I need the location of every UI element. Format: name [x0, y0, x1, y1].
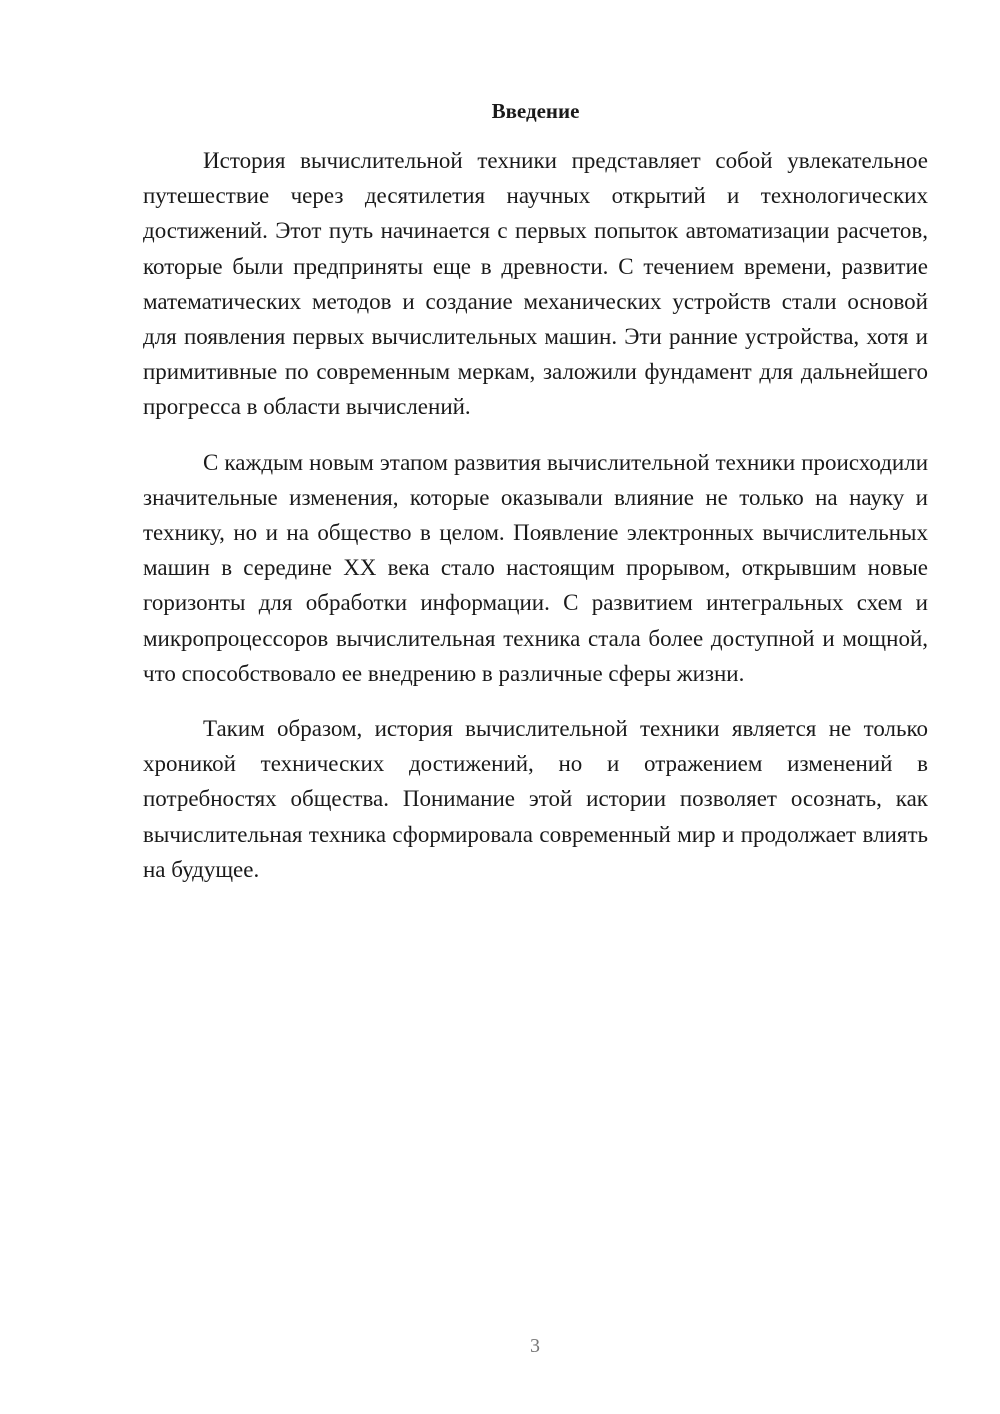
paragraph-1: История вычислительной техники представляет собой увлекательное путешествие через десятилетия научных открытий и технологических достижений. Этот путь начинается с первых попыток автоматизации расчетов, которые были предприняты еще в древности. С течением времени, развитие математических методов и создание механических устройств стали основой для появления первых вычислительных машин. Эти ранние устройства, хотя и примитивные по современным меркам, заложили фундамент для дальнейшего прогресса в области вычислений.: [143, 148, 928, 420]
paragraph-2: С каждым новым этапом развития вычислительной техники происходили значительные изменения, которые оказывали влияние не только на науку и технику, но и на общество в целом. Появление электронных вычислительных машин в середине XX века стало настоящим прорывом, открывшим новые горизонты для обработки информации. С развитием интегральных схем и микропроцессоров вычислительная техника стала более доступной и мощной, что способствовало ее внедрению в различные сферы жизни.: [143, 449, 928, 686]
document-body: [143, 143, 928, 887]
page-title: Введение: [491, 99, 580, 123]
page-number: 3: [530, 1335, 540, 1357]
paragraph-3: Таким образом, история вычислительной техники является не только хроникой технических достижений, но и отражением изменений в потребностях общества. Понимание этой истории позволяет осознать, как вычислительная техника сформировала современный мир и продолжает влиять на будущее.: [143, 716, 928, 882]
